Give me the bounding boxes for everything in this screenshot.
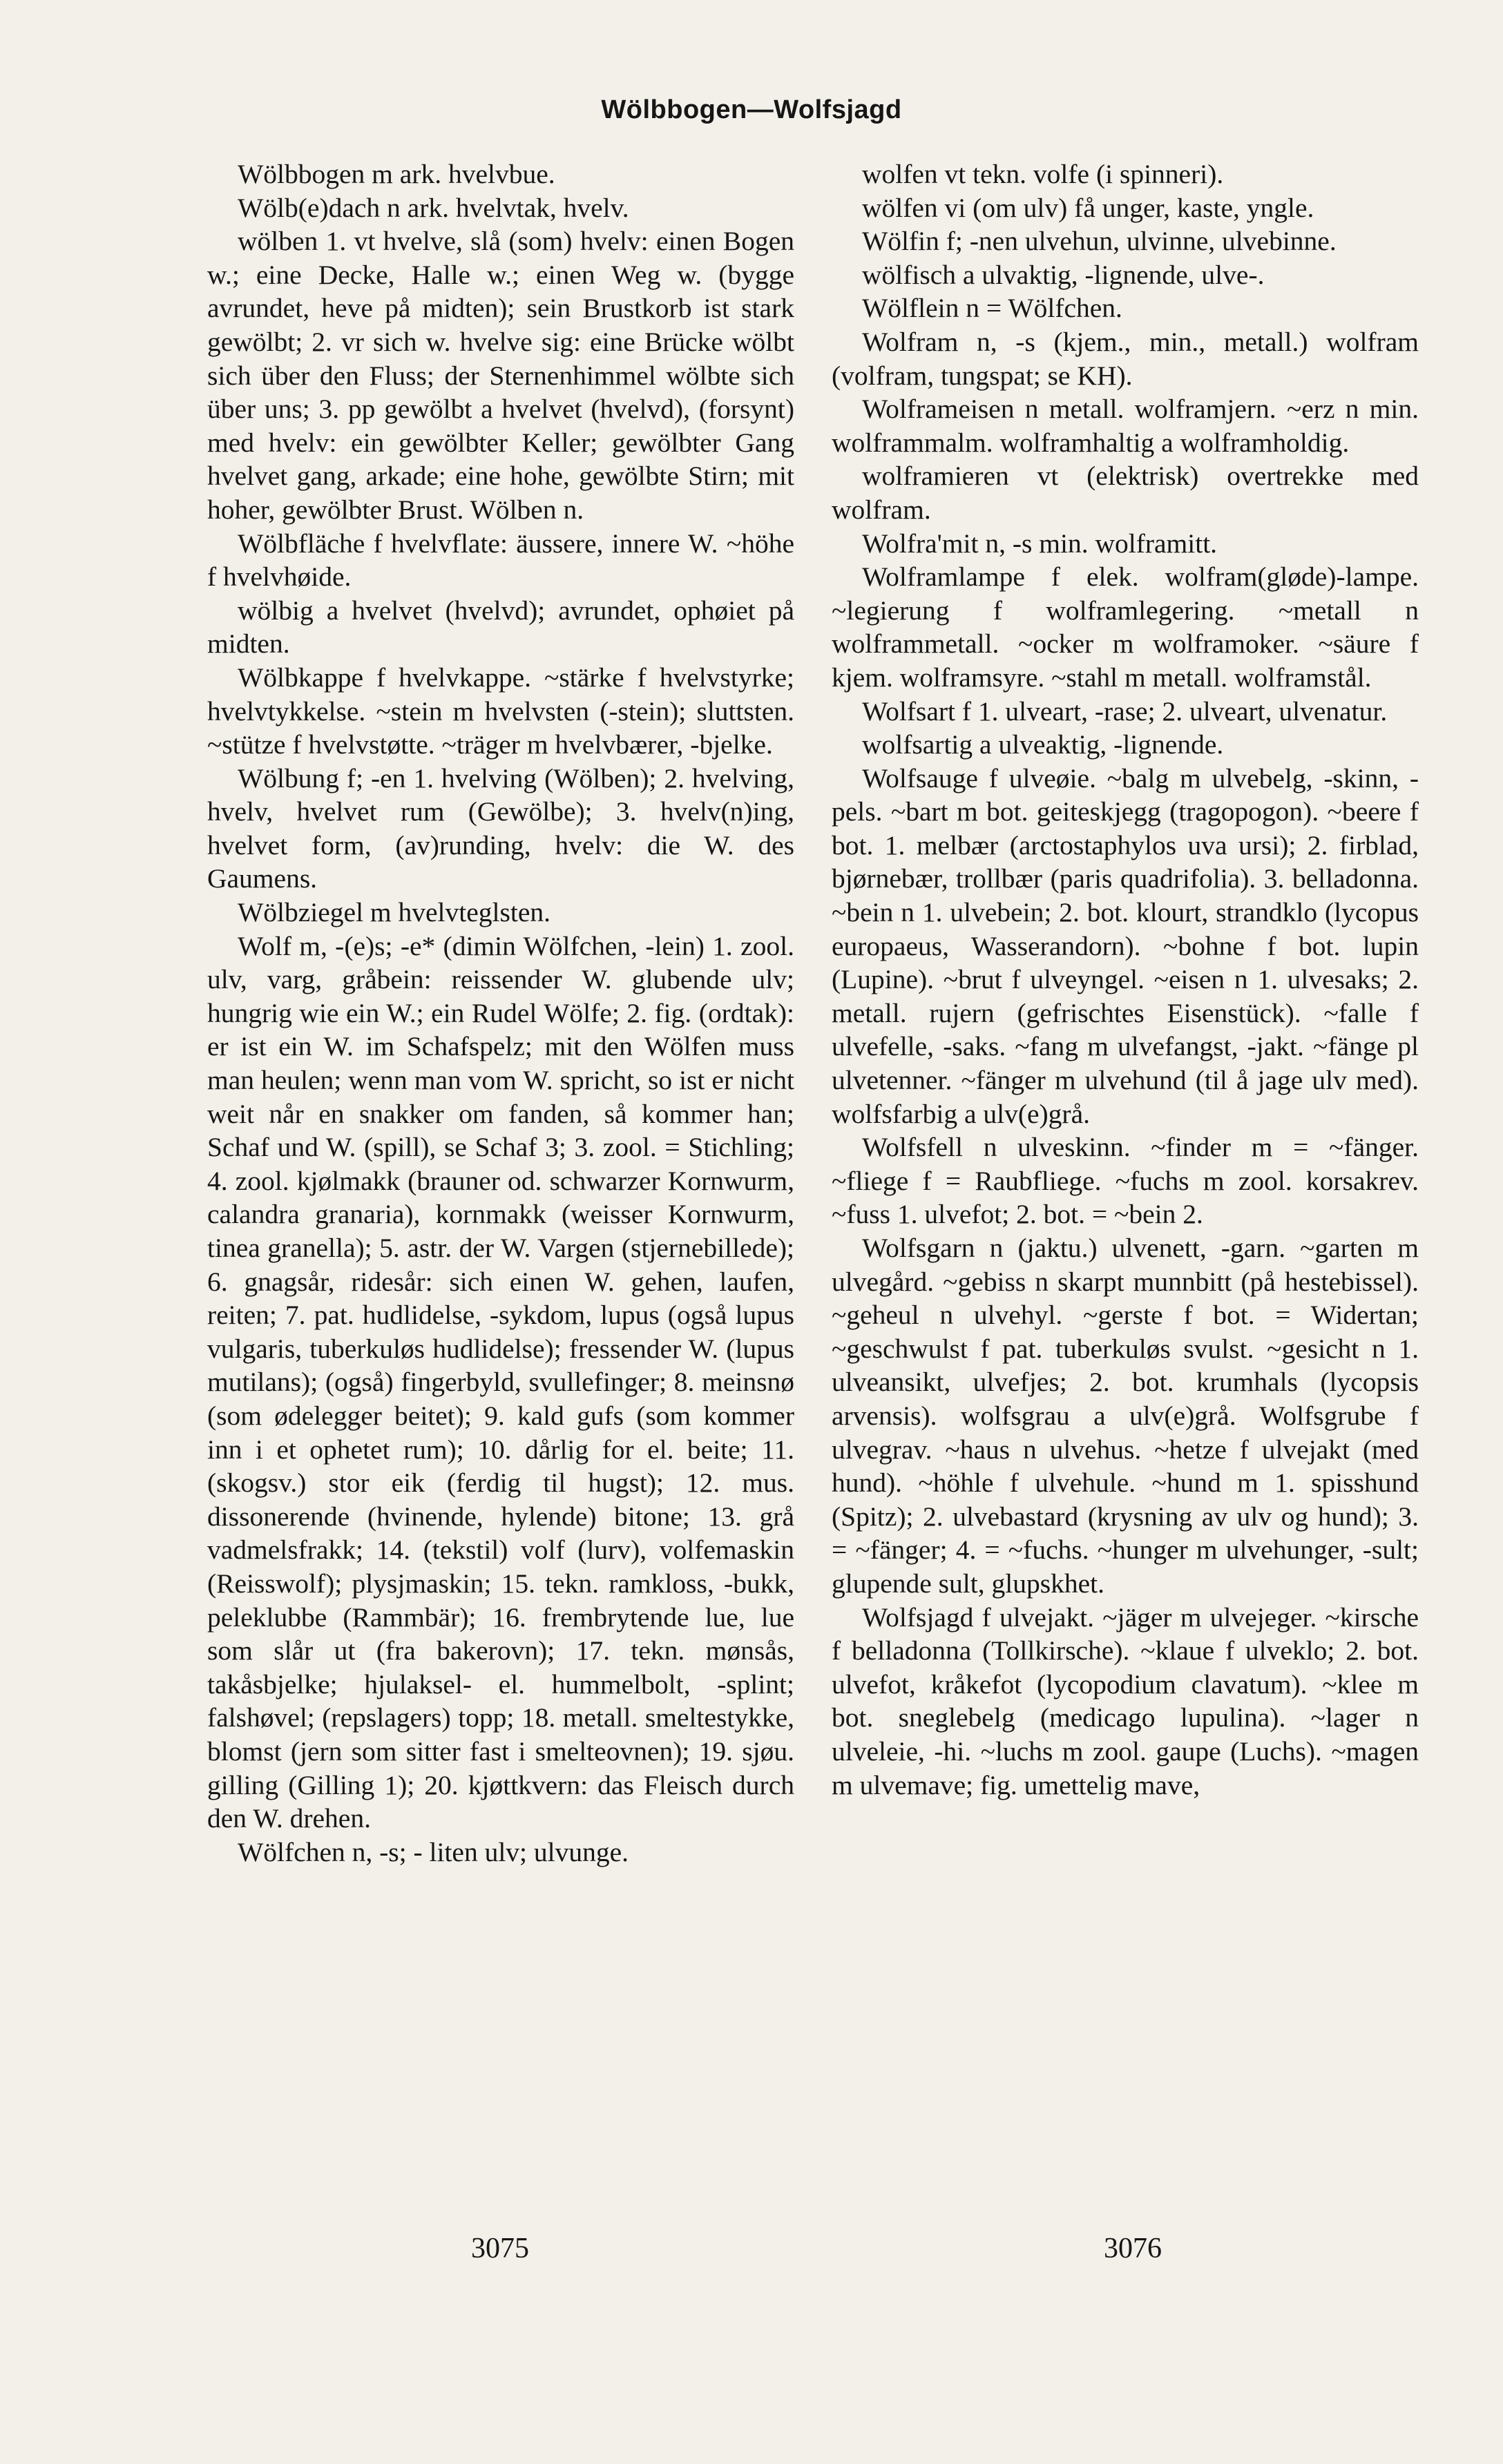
entry: Wölbbogen m ark. hvelvbue. [238, 159, 555, 189]
entry: Wölbkappe f hvelvkappe. ~stärke f hvelvstyrke; hvelvtykkelse. ~stein m hvelvsten (-stein); sluttsten. ~stütze f hvelvstøtte. ~träger m hvelvbærer, -bjelke. [207, 662, 794, 760]
entry: Wölfchen n, -s; - liten ulv; ulvunge. [238, 1836, 629, 1867]
entry: wolfsartig a ulveaktig, -lignende. [862, 729, 1224, 760]
entry: Wolfsjagd f ulvejakt. ~jäger m ulvejeger. ~kirsche f belladonna (Tollkirsche). ~klaue f ulveklo; 2. bot. ulvefot, kråkefot (lycopodium clavatum). ~klee m bot. sneglebelg (medicago lupulina). ~lager n ulveleie, -hi. ~luchs m zool. gaupe (Luchs). ~magen m ulvemave; fig. umettelig mave, [832, 1601, 1419, 1800]
entry: wölfisch a ulvaktig, -lignende, ulve-. [862, 259, 1265, 290]
entry: Wolframeisen n metall. wolframjern. ~erz n min. wolframmalm. wolframhaltig a wolframholdig. [832, 394, 1419, 458]
entry: Wölflein n = Wölfchen. [862, 293, 1122, 324]
entry: wolframieren vt (elektrisk) overtrekke med wolfram. [832, 461, 1419, 525]
entry: Wölbung f; -en 1. hvelving (Wölben); 2. hvelving, hvelv, hvelvet rum (Gewölbe); 3. hvelv(n)ing, hvelvet form, (av)runding, hvelv: die W. des Gaumens. [207, 762, 794, 894]
entry: Wölfin f; -nen ulvehun, ulvinne, ulvebinne. [862, 226, 1337, 257]
right-column [832, 157, 1419, 1802]
entry: wolfen vt tekn. volfe (i spinneri). [862, 159, 1224, 189]
entry: Wölb(e)dach n ark. hvelvtak, hvelv. [238, 192, 629, 223]
entry: Wolfsauge f ulveøie. ~balg m ulvebelg, -skinn, -pels. ~bart m bot. geiteskjegg (tragopogon). ~beere f bot. 1. melbær (arctostaphylos uva ursi); 2. firblad, bjørnebær, trollbær (paris quadrifolia). 3. belladonna. ~bein n 1. ulvebein; 2. bot. klourt, strandklo (lycopus europaeus, Wasserandorn). ~bohne f bot. lupin (Lupine). ~brut f ulveyngel. ~eisen n 1. ulvesaks; 2. metall. rujern (gefrischtes Eisenstück). ~falle f ulvefelle, -saks. ~fang m ulvefangst, -jakt. ~fänge pl ulvetenner. ~fänger m ulvehund (til å jage ulv med). wolfsfarbig a ulv(e)grå. [832, 762, 1419, 1129]
page-number-right: 3076 [1104, 2233, 1162, 2264]
entry: Wölbziegel m hvelvteglsten. [238, 897, 551, 928]
page-number-left: 3075 [471, 2233, 529, 2264]
entry: Wolframlampe f elek. wolfram(gløde)-lampe. ~legierung f wolframlegering. ~metall n wolframmetall. ~ocker m wolframoker. ~säure f kjem. wolframsyre. ~stahl m metall. wolframstål. [832, 561, 1419, 693]
entry: Wolfsfell n ulveskinn. ~finder m = ~fänger. ~fliege f = Raubfliege. ~fuchs m zool. korsakrev. ~fuss 1. ulvefot; 2. bot. = ~bein 2. [832, 1132, 1419, 1230]
entry: Wölbfläche f hvelvflate: äussere, innere W. ~höhe f hvelvhøide. [207, 528, 794, 593]
entry: Wolfram n, -s (kjem., min., metall.) wolfram (volfram, tungspat; se KH). [832, 326, 1419, 391]
entry: Wolfsgarn n (jaktu.) ulvenett, -garn. ~garten m ulvegård. ~gebiss n skarpt munnbitt (på hestebissel). ~geheul n ulvehyl. ~gerste f bot. = Widertan; ~geschwulst f pat. tuberkuløs svulst. ~gesicht n 1. ulveansikt, ulvefjes; 2. bot. krumhals (lycopsis arvensis). wolfsgrau a ulv(e)grå. Wolfsgrube f ulvegrav. ~haus n ulvehus. ~hetze f ulvejakt (med hund). ~höhle f ulvehule. ~hund m 1. spisshund (Spitz); 2. ulvebastard (krysning av ulv og hund); 3. = ~fänger; 4. = ~fuchs. ~hunger m ulvehunger, -sult; glupende sult, glupskhet. [832, 1233, 1419, 1599]
running-header: Wölbbogen—Wolfsjagd [601, 95, 902, 124]
entry: Wolfra'mit n, -s min. wolframitt. [862, 528, 1218, 559]
entry: wölben 1. vt hvelve, slå (som) hvelv: einen Bogen w.; eine Decke, Halle w.; einen Weg w. (bygge avrundet, heve på midten); sein Brustkorb ist stark gewölbt; 2. vr sich w. hvelve sig: eine Brücke wölbt sich über den Fluss; der Sternenhimmel wölbte sich über uns; 3. pp gewölbt a hvelvet (hvelvd), (forsynt) med hvelv: ein gewölbter Keller; gewölbter Gang hvelvet gang, arkade; eine hohe, gewölbte Stirn; mit hoher, gewölbter Brust. Wölben n. [207, 226, 794, 525]
entry: Wolf m, -(e)s; -e* (dimin Wölfchen, -lein) 1. zool. ulv, varg, gråbein: reissender W. glubende ulv; hungrig wie ein W.; ein Rudel Wölfe; 2. fig. (ordtak): er ist ein W. im Schafspelz; mit den Wölfen muss man heulen; wenn man vom W. spricht, so ist er nicht weit når en snakker om fanden, så kommer han; Schaf und W. (spill), se Schaf 3; 3. zool. = Stichling; 4. zool. kjølmakk (brauner od. schwarzer Kornwurm, calandra granaria), kornmakk (weisser Kornwurm, tinea granella); 5. astr. der W. Vargen (stjernebillede); 6. gnagsår, ridesår: sich einen W. gehen, laufen, reiten; 7. pat. hudlidelse, -sykdom, lupus (også lupus vulgaris, tuberkuløs hudlidelse); fressender W. (lupus mutilans); (også) fingerbyld, svullefinger; 8. meinsnø (som ødelegger beitet); 9. kald gufs (som kommer inn i et ophetet rum); 10. dårlig for el. beite; 11. (skogsv.) stor eik (ferdig til hugst); 12. mus. dissonerende (hvinende, hylende) bitone; 13. grå vadmelsfrakk; 14. (tekstil) volf (lurv), volfemaskin (Reisswolf); plysjmaskin; 15. tekn. ramkloss, -bukk, peleklubbe (Rammbär); 16. frembrytende lue, lue som slår ut (fra bakerovn); 17. tekn. mønsås, takåsbjelke; hjulaksel- el. hummelbolt, -splint; falshøvel; (repslagers) topp; 18. metall. smeltestykke, blomst (jern som sitter fast i smelteovnen); 19. sjøu. gilling (Gilling 1); 20. kjøttkvern: das Fleisch durch den W. drehen. [207, 930, 794, 1834]
left-column [207, 157, 794, 1869]
entry: wölfen vi (om ulv) få unger, kaste, yngle. [862, 192, 1314, 223]
entry: wölbig a hvelvet (hvelvd); avrundet, ophøiet på midten. [207, 595, 794, 660]
entry: Wolfsart f 1. ulveart, -rase; 2. ulveart, ulvenatur. [862, 695, 1388, 726]
